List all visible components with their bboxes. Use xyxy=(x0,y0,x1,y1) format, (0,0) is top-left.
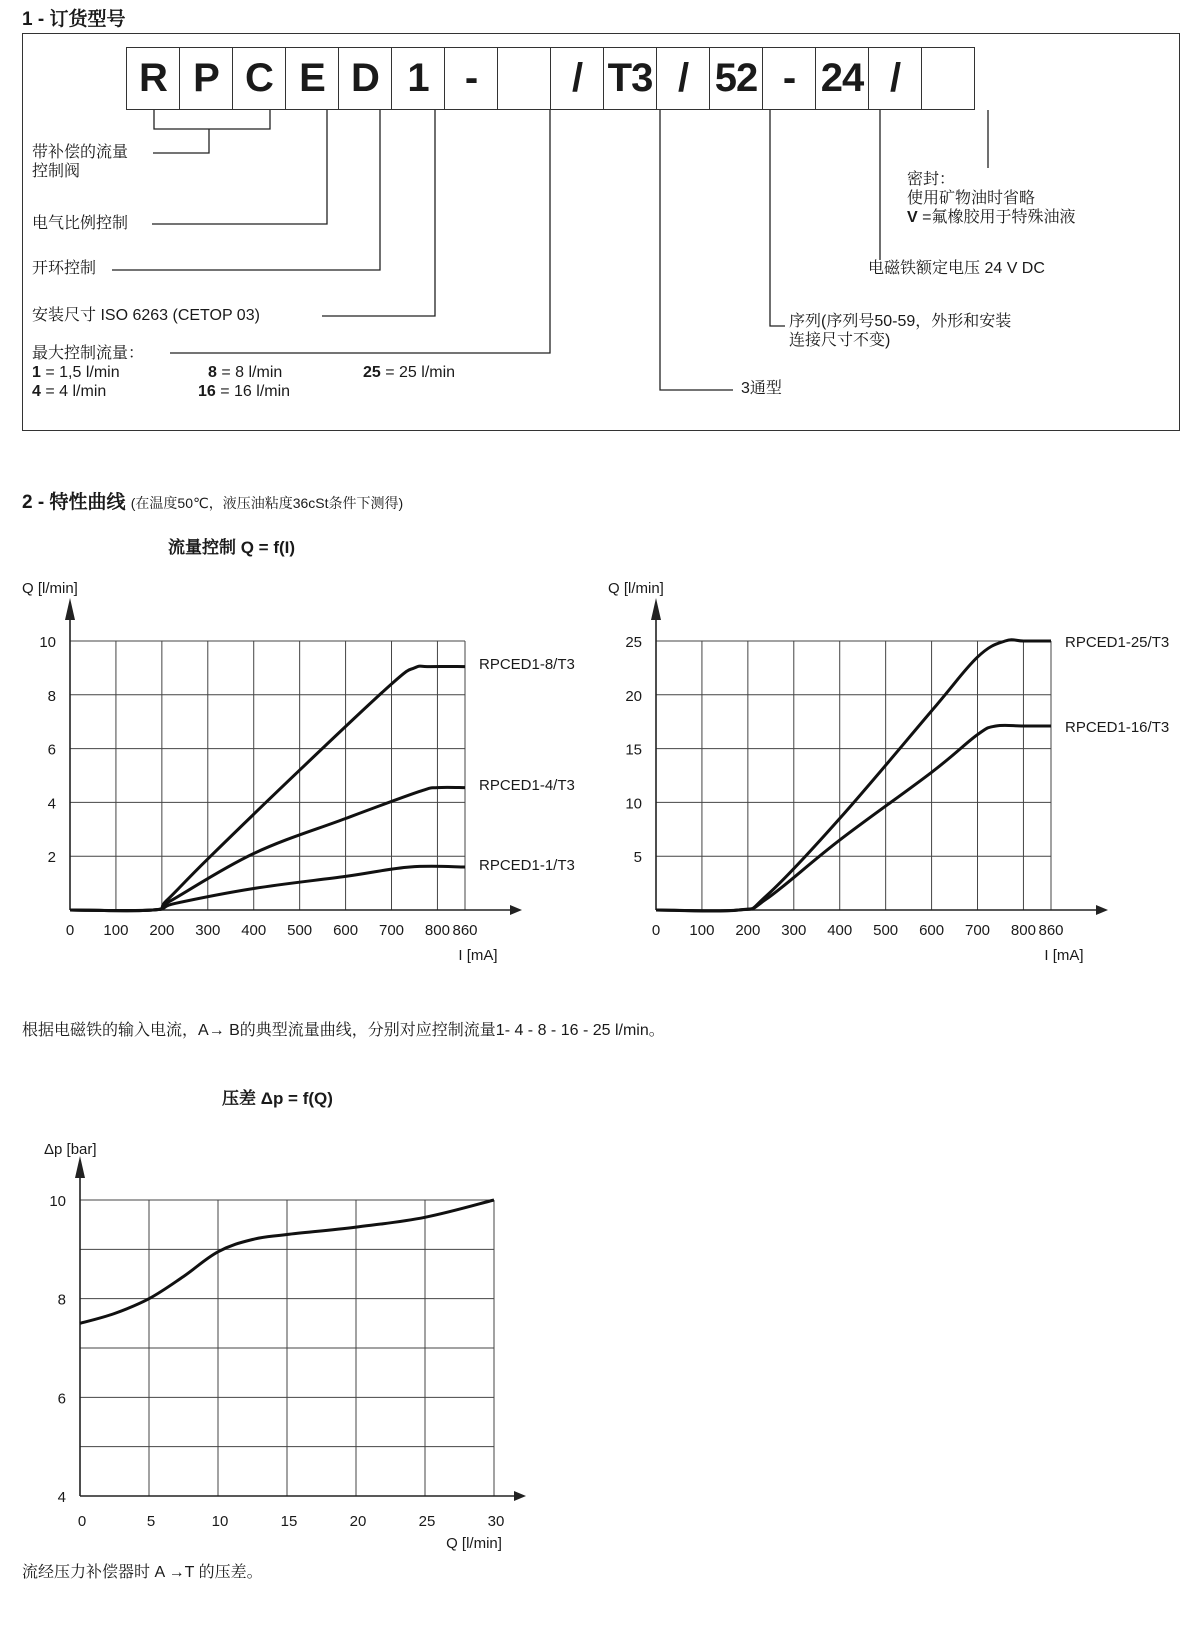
x-tick-label: 800 xyxy=(1010,922,1036,939)
x-tick-label: 700 xyxy=(964,922,991,939)
label-flow-25: 25 = 25 l/min xyxy=(363,364,456,381)
x-tick-label: 25 xyxy=(418,1513,436,1530)
flow-chart-small xyxy=(0,560,600,970)
x-tick-label: 0 xyxy=(65,922,75,939)
pressure-chart-title: 压差 Δp = f(Q) xyxy=(222,1089,333,1108)
label-series: 序列(序列号50-59，外形和安装 连接尺寸不变) xyxy=(789,313,1012,349)
x-tick-label: 860 xyxy=(452,922,478,939)
label-open-loop: 开环控制 xyxy=(32,260,97,277)
section2-title: 特性曲线 xyxy=(49,492,126,513)
x-axis-arrow xyxy=(514,1491,526,1501)
code-cell: E xyxy=(285,47,339,110)
flow-chart-title: 流量控制 Q = f(I) xyxy=(168,538,296,557)
code-cell: C xyxy=(232,47,286,110)
series-label: RPCED1-8/T3 xyxy=(479,656,575,673)
y-tick-label: 15 xyxy=(625,741,642,759)
x-tick-label: 300 xyxy=(781,922,807,939)
x-tick-label: 100 xyxy=(103,922,129,939)
y-tick-label: 6 xyxy=(57,1390,66,1408)
label-flow-8: 8 = 8 l/min xyxy=(208,364,283,381)
code-cell: / xyxy=(550,47,604,110)
x-axis-label: I [mA] xyxy=(458,947,498,964)
code-cell: 52 xyxy=(709,47,763,110)
y-tick-label: 10 xyxy=(625,795,642,813)
label-electric: 电气比例控制 xyxy=(32,215,129,232)
code-cell: / xyxy=(656,47,710,110)
code-cell: D xyxy=(338,47,392,110)
x-tick-label: 200 xyxy=(735,922,761,939)
label-mount: 安装尺寸 ISO 6263 (CETOP 03) xyxy=(32,307,260,324)
label-voltage: 电磁铁额定电压 24 V DC xyxy=(868,260,1045,277)
y-tick-label: 8 xyxy=(57,1291,66,1309)
x-tick-label: 800 xyxy=(424,922,450,939)
x-tick-label: 700 xyxy=(378,922,405,939)
y-tick-label: 2 xyxy=(47,849,56,867)
label-flow-valve: 带补偿的流量 控制阀 xyxy=(32,144,129,180)
y-tick-label: 4 xyxy=(57,1489,66,1506)
series-line xyxy=(656,640,1051,911)
label-flow-16: 16 = 16 l/min xyxy=(198,383,291,400)
code-cell: - xyxy=(762,47,816,110)
x-tick-label: 400 xyxy=(827,922,853,939)
x-tick-label: 30 xyxy=(487,1513,505,1530)
leader-open-loop xyxy=(112,110,380,270)
x-tick-label: 0 xyxy=(651,922,661,939)
x-axis-label: I [mA] xyxy=(1044,947,1084,964)
code-cell: 24 xyxy=(815,47,869,110)
series-label: RPCED1-4/T3 xyxy=(479,777,575,794)
y-tick-label: 4 xyxy=(47,795,56,813)
code-cell: R xyxy=(126,47,180,110)
code-cell: P xyxy=(179,47,233,110)
y-axis-label: Δp [bar] xyxy=(44,1141,97,1158)
code-cell: / xyxy=(868,47,922,110)
series-label: RPCED1-1/T3 xyxy=(479,857,575,874)
y-tick-label: 6 xyxy=(47,741,56,759)
x-tick-label: 600 xyxy=(333,922,359,939)
series-label: RPCED1-16/T3 xyxy=(1065,719,1170,736)
y-tick-label: 8 xyxy=(47,687,56,705)
label-flow-4: 4 = 4 l/min xyxy=(32,383,107,400)
y-tick-label: 5 xyxy=(633,849,642,867)
x-tick-label: 500 xyxy=(287,922,313,939)
x-tick-label: 5 xyxy=(146,1513,156,1530)
series-line xyxy=(70,787,465,910)
section2-number: 2 - xyxy=(22,492,45,513)
x-axis-label: Q [l/min] xyxy=(446,1535,502,1552)
x-tick-label: 10 xyxy=(211,1513,229,1530)
y-axis-arrow xyxy=(651,598,661,620)
y-axis-label: Q [l/min] xyxy=(22,580,78,597)
label-flow-1: 1 = 1,5 l/min xyxy=(32,364,120,381)
series-line xyxy=(70,666,465,911)
series-line xyxy=(656,725,1051,911)
bracket-rpc xyxy=(154,110,270,129)
series-label: RPCED1-25/T3 xyxy=(1065,634,1170,651)
series-line xyxy=(70,866,465,910)
x-tick-label: 860 xyxy=(1038,922,1064,939)
x-tick-label: 200 xyxy=(149,922,175,939)
y-tick-label: 20 xyxy=(625,687,642,705)
section2-note: (在温度50℃，液压油粘度36cSt条件下测得) xyxy=(130,495,404,511)
x-tick-label: 300 xyxy=(195,922,221,939)
y-axis-arrow xyxy=(75,1156,85,1178)
x-axis-arrow xyxy=(1096,905,1108,915)
x-tick-label: 600 xyxy=(919,922,945,939)
leader-electric xyxy=(152,110,327,224)
code-cell: T3 xyxy=(603,47,657,110)
section2-heading xyxy=(22,487,403,514)
leader-mount xyxy=(322,110,435,316)
pressure-caption: 流经压力补偿器时 A →T 的压差。 xyxy=(22,1564,263,1581)
y-axis-arrow xyxy=(65,598,75,620)
pressure-chart xyxy=(0,1120,560,1560)
code-cell: 1 xyxy=(391,47,445,110)
leader-three-way xyxy=(660,110,733,390)
section1-number: 1 - xyxy=(22,9,45,30)
code-cell: - xyxy=(444,47,498,110)
x-tick-label: 100 xyxy=(689,922,715,939)
flow-caption: 根据电磁铁的输入电流，A→ B的典型流量曲线，分别对应控制流量1- 4 - 8 - 16 - 25 l/min。 xyxy=(22,1022,665,1039)
y-tick-label: 10 xyxy=(49,1193,66,1210)
x-tick-label: 15 xyxy=(280,1513,298,1530)
section1-title: 订货型号 xyxy=(49,9,126,30)
leader-flow-valve xyxy=(153,129,209,153)
label-max-flow: 最大控制流量： xyxy=(32,345,145,362)
x-tick-label: 500 xyxy=(873,922,899,939)
leader-series xyxy=(770,110,785,326)
y-tick-label: 10 xyxy=(39,634,56,651)
x-tick-label: 20 xyxy=(349,1513,367,1530)
flow-chart-large xyxy=(590,560,1200,970)
label-three-way: 3通型 xyxy=(741,380,782,397)
y-tick-label: 25 xyxy=(625,634,642,651)
x-tick-label: 0 xyxy=(77,1513,87,1530)
label-seal: 密封： 使用矿物油时省略 V =氟橡胶用于特殊油液 xyxy=(907,171,1076,226)
x-tick-label: 400 xyxy=(241,922,267,939)
x-axis-arrow xyxy=(510,905,522,915)
y-axis-label: Q [l/min] xyxy=(608,580,664,597)
